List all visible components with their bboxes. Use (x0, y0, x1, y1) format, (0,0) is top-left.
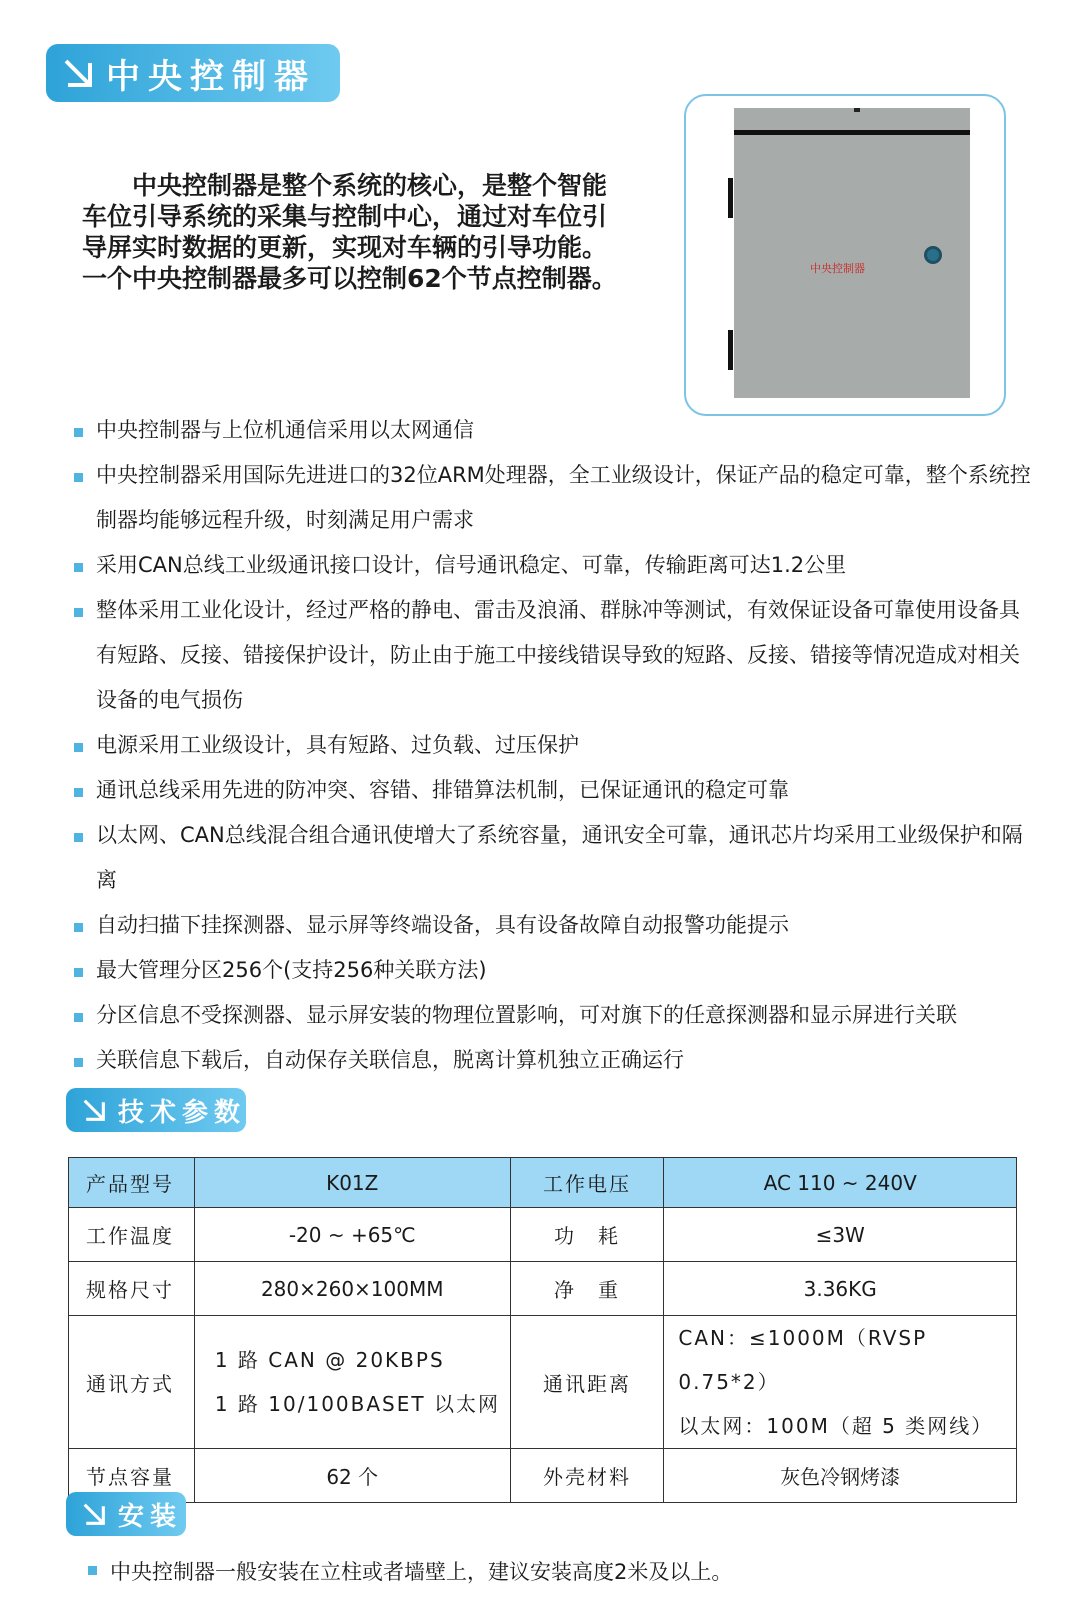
arrow-down-right-icon (80, 1096, 108, 1124)
install-note: 中央控制器一般安装在立柱或者墙壁上，建议安装高度2米及以上。 (86, 1556, 732, 1586)
list-item: 最大管理分区256个(支持256种关联方法) (72, 948, 1032, 993)
list-item: 中央控制器与上位机通信采用以太网通信 (72, 408, 1032, 453)
table-row (69, 1449, 1017, 1503)
arrow-down-right-icon (80, 1500, 108, 1528)
list-item: 整体采用工业化设计，经过严格的静电、雷击及浪涌、群脉冲等测试，有效保证设备可靠使用设备具有短路、反接、错接保护设计，防止由于施工中接线错误导致的短路、反接、错接等情况造成对相关设备的电气损伤 (72, 588, 1032, 723)
table-row (69, 1316, 1017, 1449)
distance-value (664, 1316, 1017, 1449)
table-row (69, 1158, 1017, 1208)
list-item: 自动扫描下挂探测器、显示屏等终端设备，具有设备故障自动报警功能提示 (72, 903, 1032, 948)
section-header-central-controller (46, 44, 340, 102)
temp-label: 工作温度 (69, 1208, 195, 1262)
voltage-label: 工作电压 (510, 1158, 664, 1208)
section-header-install (66, 1492, 186, 1536)
distance-ethernet: 以太网：100M（超 5 类网线） (678, 1414, 994, 1438)
lock-icon (924, 246, 942, 264)
list-item: 采用CAN总线工业级通讯接口设计，信号通讯稳定、可靠，传输距离可达1.2公里 (72, 543, 1032, 588)
list-item: 关联信息下载后，自动保存关联信息，脱离计算机独立正确运行 (72, 1038, 1032, 1083)
size-label: 规格尺寸 (69, 1262, 195, 1316)
comm-can: 1 路 CAN @ 20KBPS (214, 1348, 445, 1372)
section-header-specs (66, 1088, 246, 1132)
shell-label: 外壳材料 (510, 1449, 664, 1503)
list-item: 中央控制器采用国际先进进口的32位ARM处理器，全工业级设计，保证产品的稳定可靠，整个系统控制器均能够远程升级，时刻满足用户需求 (72, 453, 1032, 543)
nodes-value: 62 个 (194, 1449, 510, 1503)
nodes-label: 节点容量 (69, 1449, 195, 1503)
distance-can: CAN：≤1000M（RVSP 0.75*2） (678, 1326, 928, 1394)
list-item: 以太网、CAN总线混合组合通讯使增大了系统容量，通讯安全可靠，通讯芯片均采用工业级保护和隔离 (72, 813, 1032, 903)
list-item: 电源采用工业级设计，具有短路、过负载、过压保护 (72, 723, 1032, 768)
comm-ethernet: 1 路 10/100BASET 以太网 (214, 1392, 500, 1416)
model-label: 产品型号 (69, 1158, 195, 1208)
distance-label: 通讯距离 (510, 1316, 664, 1449)
power-value: ≤3W (664, 1208, 1017, 1262)
size-value: 280×260×100MM (194, 1262, 510, 1316)
page-title: 中央控制器 (106, 56, 316, 97)
model-value: K01Z (194, 1158, 510, 1208)
power-label: 功 耗 (510, 1208, 664, 1262)
comm-label: 通讯方式 (69, 1316, 195, 1449)
list-item: 分区信息不受探测器、显示屏安装的物理位置影响，可对旗下的任意探测器和显示屏进行关联 (72, 993, 1032, 1038)
weight-label: 净 重 (510, 1262, 664, 1316)
controller-cabinet (734, 108, 970, 398)
table-row (69, 1262, 1017, 1316)
comm-value (194, 1316, 510, 1449)
table-row (69, 1208, 1017, 1262)
cabinet-label: 中央控制器 (810, 262, 865, 275)
specs-title: 技术参数 (118, 1097, 247, 1128)
spec-table (68, 1157, 1017, 1503)
install-title: 安装 (118, 1501, 183, 1532)
list-item: 通讯总线采用先进的防冲突、容错、排错算法机制，已保证通讯的稳定可靠 (72, 768, 1032, 813)
temp-value: -20 ~ +65℃ (194, 1208, 510, 1262)
voltage-value: AC 110 ~ 240V (664, 1158, 1017, 1208)
weight-value: 3.36KG (664, 1262, 1017, 1316)
feature-list (72, 408, 1032, 1083)
product-image (684, 94, 1006, 416)
arrow-down-right-icon (60, 55, 96, 91)
shell-value: 灰色冷钢烤漆 (664, 1449, 1017, 1503)
intro-paragraph: 中央控制器是整个系统的核心，是整个智能车位引导系统的采集与控制中心，通过对车位引导屏实时数据的更新，实现对车辆的引导功能。一个中央控制器最多可以控制62个节点控制器。 (82, 171, 617, 293)
